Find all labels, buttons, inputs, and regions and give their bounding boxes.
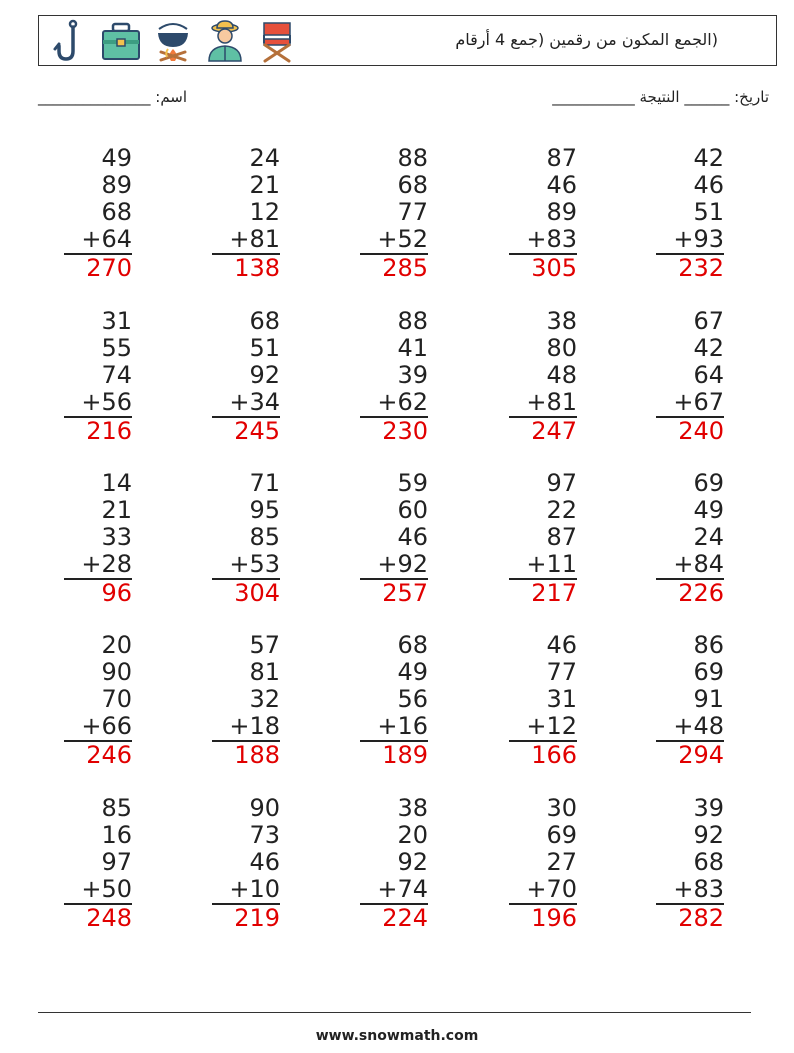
fishing-hook-icon xyxy=(47,19,91,63)
addend: 68 xyxy=(101,198,132,226)
addend: 16 xyxy=(101,821,132,849)
addition-problem xyxy=(52,145,132,282)
addend: 88 xyxy=(397,307,428,335)
answer: 246 xyxy=(86,740,132,769)
addend-with-plus: +56 xyxy=(81,388,132,416)
addend: 95 xyxy=(249,496,280,524)
addend-with-plus: +48 xyxy=(673,712,724,740)
worksheet-title: (الجمع المكون من رقمين (جمع 4 أرقام xyxy=(455,30,718,49)
camping-chair-icon xyxy=(255,19,299,63)
addend: 33 xyxy=(101,523,132,551)
addition-problem xyxy=(52,795,132,932)
addend-with-plus: +67 xyxy=(673,388,724,416)
addend: 89 xyxy=(546,198,577,226)
addend: 92 xyxy=(397,848,428,876)
addend: 14 xyxy=(101,469,132,497)
addend: 69 xyxy=(693,658,724,686)
answer: 304 xyxy=(234,578,280,607)
addend: 70 xyxy=(101,685,132,713)
header-icons xyxy=(47,19,299,63)
addend-with-plus: +11 xyxy=(526,550,577,578)
addition-problem xyxy=(200,795,280,932)
addend: 22 xyxy=(546,496,577,524)
addend-with-plus: +34 xyxy=(229,388,280,416)
addend-with-plus: +10 xyxy=(229,875,280,903)
answer: 166 xyxy=(531,740,577,769)
addend: 24 xyxy=(249,144,280,172)
addend: 42 xyxy=(693,144,724,172)
addend: 92 xyxy=(249,361,280,389)
addend: 91 xyxy=(693,685,724,713)
addend: 46 xyxy=(546,171,577,199)
addend: 88 xyxy=(397,144,428,172)
addition-problem xyxy=(497,632,577,769)
addition-problem xyxy=(497,145,577,282)
answer: 232 xyxy=(678,253,724,282)
addend: 68 xyxy=(693,848,724,876)
answer: 226 xyxy=(678,578,724,607)
addend-with-plus: +81 xyxy=(229,225,280,253)
addend: 85 xyxy=(249,523,280,551)
answer: 270 xyxy=(86,253,132,282)
addend: 69 xyxy=(546,821,577,849)
addend: 87 xyxy=(546,523,577,551)
addend: 87 xyxy=(546,144,577,172)
answer: 96 xyxy=(101,578,132,607)
answer: 294 xyxy=(678,740,724,769)
addend: 12 xyxy=(249,198,280,226)
addend: 31 xyxy=(101,307,132,335)
date-score-field: تاريخ: ______ النتيجة ___________ xyxy=(552,88,769,106)
answer: 216 xyxy=(86,416,132,445)
answer: 224 xyxy=(382,903,428,932)
answer: 219 xyxy=(234,903,280,932)
answer: 240 xyxy=(678,416,724,445)
answer: 230 xyxy=(382,416,428,445)
addend-with-plus: +92 xyxy=(377,550,428,578)
addend-with-plus: +50 xyxy=(81,875,132,903)
addend: 46 xyxy=(546,631,577,659)
addend: 77 xyxy=(397,198,428,226)
addend: 51 xyxy=(249,334,280,362)
addend-with-plus: +84 xyxy=(673,550,724,578)
addend: 60 xyxy=(397,496,428,524)
header-box xyxy=(38,15,777,66)
addend: 46 xyxy=(693,171,724,199)
addition-problem xyxy=(52,308,132,445)
addend: 71 xyxy=(249,469,280,497)
addend-with-plus: +66 xyxy=(81,712,132,740)
addend: 90 xyxy=(249,794,280,822)
addend: 68 xyxy=(397,171,428,199)
addition-problem xyxy=(200,470,280,607)
addend: 24 xyxy=(693,523,724,551)
addend: 64 xyxy=(693,361,724,389)
addend: 46 xyxy=(397,523,428,551)
addend: 39 xyxy=(693,794,724,822)
addend: 73 xyxy=(249,821,280,849)
addend: 49 xyxy=(693,496,724,524)
addend-with-plus: +28 xyxy=(81,550,132,578)
addition-problem xyxy=(52,632,132,769)
addend: 42 xyxy=(693,334,724,362)
addend: 39 xyxy=(397,361,428,389)
addend-with-plus: +16 xyxy=(377,712,428,740)
addend-with-plus: +53 xyxy=(229,550,280,578)
addend: 20 xyxy=(397,821,428,849)
answer: 189 xyxy=(382,740,428,769)
addend-with-plus: +93 xyxy=(673,225,724,253)
addend-with-plus: +52 xyxy=(377,225,428,253)
addend: 57 xyxy=(249,631,280,659)
addition-problem xyxy=(348,470,428,607)
answer: 217 xyxy=(531,578,577,607)
addend: 31 xyxy=(546,685,577,713)
addend-with-plus: +64 xyxy=(81,225,132,253)
addend: 56 xyxy=(397,685,428,713)
addend-with-plus: +62 xyxy=(377,388,428,416)
addition-problem xyxy=(497,470,577,607)
addition-problem xyxy=(497,308,577,445)
addend: 20 xyxy=(101,631,132,659)
addend: 69 xyxy=(693,469,724,497)
addend: 38 xyxy=(397,794,428,822)
addend: 21 xyxy=(249,171,280,199)
addition-problem xyxy=(644,795,724,932)
answer: 138 xyxy=(234,253,280,282)
answer: 248 xyxy=(86,903,132,932)
addend: 74 xyxy=(101,361,132,389)
addend-with-plus: +74 xyxy=(377,875,428,903)
addend: 77 xyxy=(546,658,577,686)
addend: 41 xyxy=(397,334,428,362)
addition-problem xyxy=(348,308,428,445)
addend: 90 xyxy=(101,658,132,686)
addend: 49 xyxy=(397,658,428,686)
tackle-box-icon xyxy=(99,19,143,63)
addend: 81 xyxy=(249,658,280,686)
answer: 245 xyxy=(234,416,280,445)
addition-problem xyxy=(644,308,724,445)
addend-with-plus: +83 xyxy=(526,225,577,253)
addend: 46 xyxy=(249,848,280,876)
addend: 68 xyxy=(397,631,428,659)
addend-with-plus: +70 xyxy=(526,875,577,903)
campfire-pot-icon xyxy=(151,19,195,63)
addend: 68 xyxy=(249,307,280,335)
addend: 51 xyxy=(693,198,724,226)
addend: 49 xyxy=(101,144,132,172)
addend-with-plus: +18 xyxy=(229,712,280,740)
footer-site: www.snowmath.com xyxy=(315,1028,479,1044)
addend: 55 xyxy=(101,334,132,362)
addend: 97 xyxy=(546,469,577,497)
addition-problem xyxy=(348,632,428,769)
addend: 85 xyxy=(101,794,132,822)
addend: 80 xyxy=(546,334,577,362)
addition-problem xyxy=(644,145,724,282)
addition-problem xyxy=(200,308,280,445)
answer: 282 xyxy=(678,903,724,932)
addend: 38 xyxy=(546,307,577,335)
answer: 188 xyxy=(234,740,280,769)
answer: 257 xyxy=(382,578,428,607)
addend: 27 xyxy=(546,848,577,876)
addend: 32 xyxy=(249,685,280,713)
addition-problem xyxy=(644,632,724,769)
camper-person-icon xyxy=(203,19,247,63)
answer: 285 xyxy=(382,253,428,282)
addend-with-plus: +81 xyxy=(526,388,577,416)
name-field: اسم: _______________ xyxy=(38,88,188,106)
addend-with-plus: +83 xyxy=(673,875,724,903)
addend-with-plus: +12 xyxy=(526,712,577,740)
addend: 92 xyxy=(693,821,724,849)
addend: 67 xyxy=(693,307,724,335)
answer: 305 xyxy=(531,253,577,282)
addend: 86 xyxy=(693,631,724,659)
answer: 196 xyxy=(531,903,577,932)
addition-problem xyxy=(348,795,428,932)
addend: 97 xyxy=(101,848,132,876)
addition-problem xyxy=(348,145,428,282)
addition-problem xyxy=(200,632,280,769)
footer-divider xyxy=(38,1012,751,1013)
addition-problem xyxy=(497,795,577,932)
addend: 48 xyxy=(546,361,577,389)
addend: 21 xyxy=(101,496,132,524)
answer: 247 xyxy=(531,416,577,445)
addend: 30 xyxy=(546,794,577,822)
addition-problem xyxy=(644,470,724,607)
addend: 59 xyxy=(397,469,428,497)
addend: 89 xyxy=(101,171,132,199)
addition-problem xyxy=(52,470,132,607)
addition-problem xyxy=(200,145,280,282)
